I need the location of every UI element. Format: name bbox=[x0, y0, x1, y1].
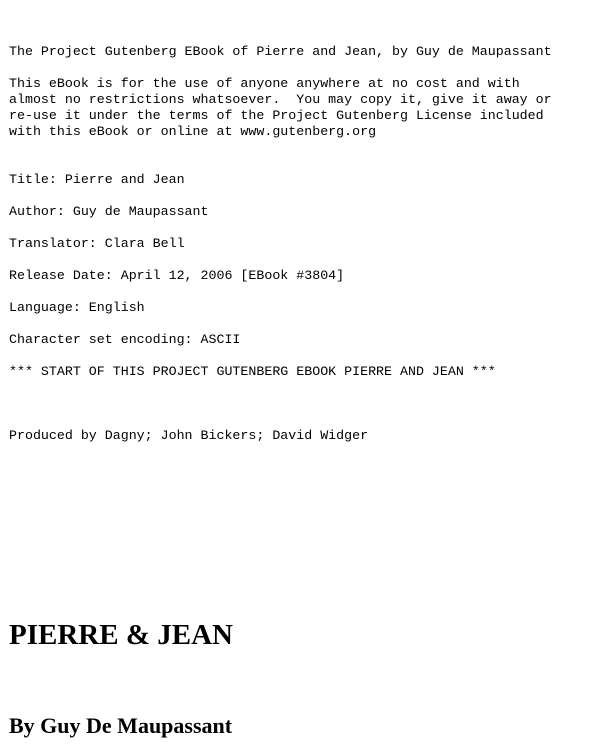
author-line: Author: Guy de Maupassant bbox=[9, 204, 209, 219]
blank-line bbox=[9, 140, 552, 172]
release-date-line: Release Date: April 12, 2006 [EBook #3804] bbox=[9, 268, 345, 283]
license-line: re-use it under the terms of the Project Gutenberg License included bbox=[9, 108, 544, 123]
book-byline: By Guy De Maupassant bbox=[9, 713, 233, 738]
license-line: with this eBook or online at www.gutenberg.org bbox=[9, 124, 377, 139]
credits-line: Produced by Dagny; John Bickers; David Widger bbox=[9, 428, 369, 443]
blank-line bbox=[9, 316, 552, 332]
title-line: Title: Pierre and Jean bbox=[9, 172, 185, 187]
ebook-header-line: The Project Gutenberg EBook of Pierre and Jean, by Guy de Maupassant bbox=[9, 44, 552, 59]
blank-line bbox=[9, 348, 552, 364]
blank-line bbox=[9, 380, 552, 428]
encoding-line: Character set encoding: ASCII bbox=[9, 332, 241, 347]
blank-line bbox=[9, 252, 552, 268]
gutenberg-header-text bbox=[9, 44, 552, 444]
language-line: Language: English bbox=[9, 300, 145, 315]
blank-line bbox=[9, 60, 552, 76]
translator-line: Translator: Clara Bell bbox=[9, 236, 185, 251]
blank-line bbox=[9, 284, 552, 300]
start-marker-line: *** START OF THIS PROJECT GUTENBERG EBOOK PIERRE AND JEAN *** bbox=[9, 364, 496, 379]
blank-line bbox=[9, 188, 552, 204]
license-line: almost no restrictions whatsoever. You may copy it, give it away or bbox=[9, 92, 552, 107]
book-title: PIERRE & JEAN bbox=[9, 619, 233, 651]
license-line: This eBook is for the use of anyone anywhere at no cost and with bbox=[9, 76, 520, 91]
blank-line bbox=[9, 220, 552, 236]
